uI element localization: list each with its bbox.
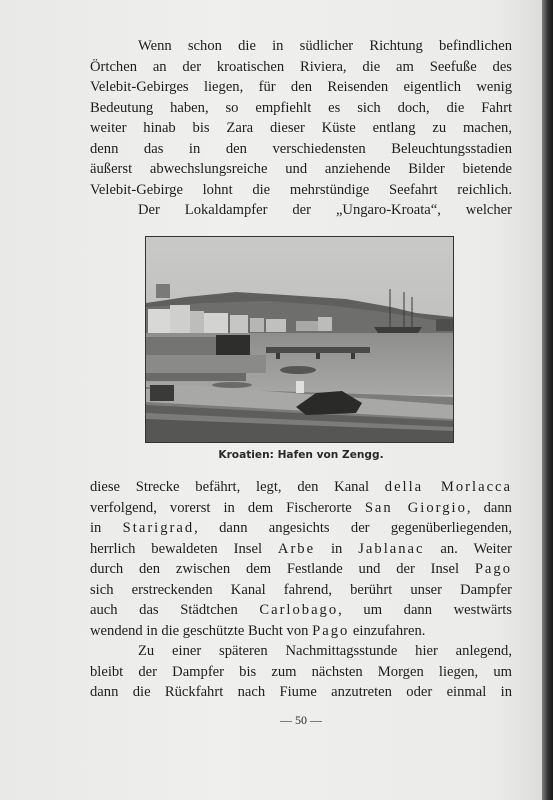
paragraph-1-line-1: Wenn schon die in südlicher Richtung befindlichen [138,38,512,54]
paragraph-2-line-2 [90,477,512,497]
paragraph-1-line-6: denn das in den verschiedensten Beleuchtungsstadien [90,140,512,157]
place-name: Carlobago [259,602,339,618]
paragraph-1-line-8: Velebit-Gebirge lohnt die mehrstündige Seefahrt reichlich. [90,181,512,198]
place-name: Jablanac [358,540,425,557]
paragraph-2-line-8 [90,600,512,620]
text-run: wendend in die geschützte Bucht von [90,622,313,639]
page-number: — 50 — [280,713,322,727]
paragraph-3-line-1: Zu einer späteren Nachmittagsstunde hier anlegend, [138,643,512,659]
text-run: an. Weiter [424,540,512,557]
text-run: durch den zwischen dem Festlande und der Insel [90,561,475,577]
place-name: Pago [312,622,350,639]
text-run: in [315,540,359,557]
paragraph-1-line-3: Velebit-Gebirges liegen, für den Reisenden eigentlich wenig [90,79,512,95]
text-run: , dann [466,499,512,516]
harbour-photograph [145,236,454,443]
book-spine-shadow [542,0,553,800]
text-run: in [90,520,123,536]
paragraph-1-line-2: Örtchen an der kroatischen Riviera, die am Seefuße des [90,58,512,75]
text-run: , um dann westwärts [338,602,512,618]
place-name: Pago [474,561,512,577]
text-run: diese Strecke befährt, legt, den Kanal [90,479,385,495]
paragraph-2-line-7: sich erstreckenden Kanal fahrend, berührt unser Dampfer [90,581,512,598]
paragraph-2-line-9 [90,621,512,641]
place-name: della Morlacca [384,479,513,495]
paragraph-1-line-4: Bedeutung haben, so empfiehlt es sich doch, die Fahrt [90,99,512,116]
paragraph-1-line-5: weiter hinab bis Zara dieser Küste entlang zu machen, [90,120,512,136]
place-name: Arbe [277,540,316,557]
paragraph-2-line-3 [90,498,512,518]
paragraph-2-line-1: Der Lokaldampfer der „Ungaro-Kroata“, welcher [138,202,512,218]
text-run: verfolgend, vorerst in dem Fischerorte [90,499,365,516]
place-name: Starigrad [122,520,195,536]
paragraph-3-line-3: dann die Rückfahrt nach Fiume anzutreten oder einmal in [90,684,512,700]
place-name: San Giorgio [364,499,467,516]
text-run: , dann angesichts der gegenüberliegenden, [194,520,512,536]
text-run: herrlich bewaldeten Insel [90,540,278,557]
paragraph-3-line-2: bleibt der Dampfer bis zum nächsten Morgen liegen, um [90,663,512,680]
text-run: auch das Städtchen [90,602,260,618]
text-run: einzufahren. [349,622,426,639]
figure-caption: Kroatien: Hafen von Zengg. [218,449,384,461]
paragraph-2-line-6 [90,559,512,579]
paragraph-2-line-4 [90,518,512,538]
paragraph-2-line-5 [90,539,512,559]
paragraph-1-line-7: äußerst abwechslungsreiche und anziehende Bilder bietende [90,161,512,177]
